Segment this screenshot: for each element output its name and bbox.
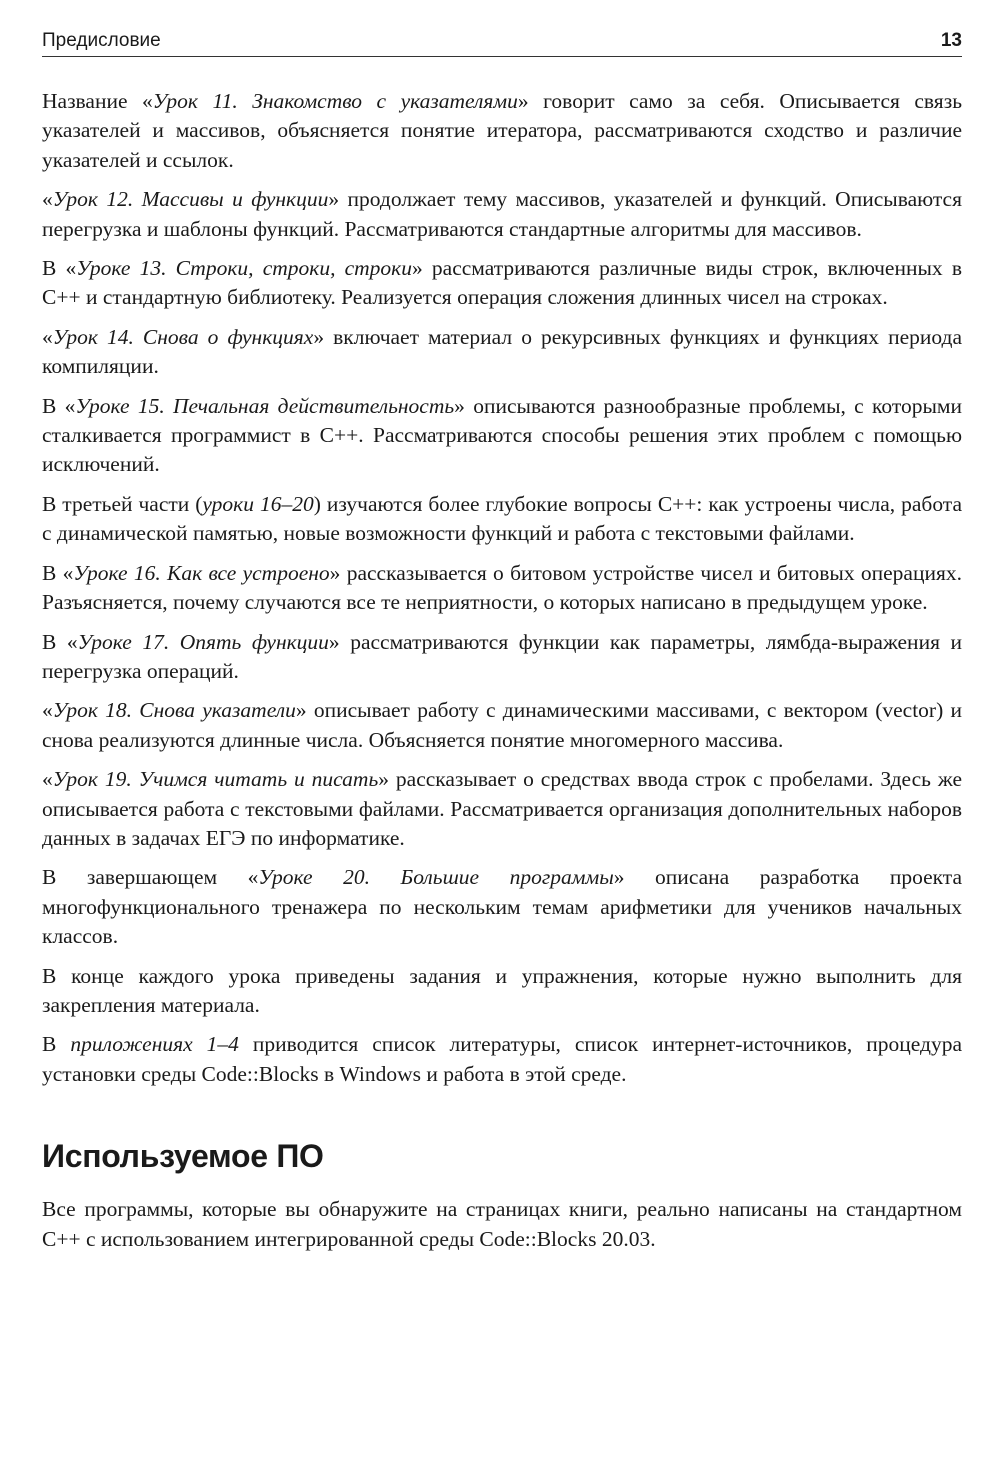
- lesson-title: Урок 18. Снова указатели: [52, 698, 296, 723]
- lesson-title: Урок 11. Знакомство с указателями: [152, 89, 518, 113]
- paragraph-lesson-19: «Урок 19. Учимся читать и писать» рассказывает о средствах ввода строк с пробелами. Здесь же описывается работа с текстовыми файлами. Рассматривается организация дополнительных наборов данных в задачах ЕГЭ по информатике.: [42, 767, 962, 850]
- section-heading: Используемое ПО: [42, 1138, 324, 1175]
- paragraph-lesson-17: В «Уроке 17. Опять функции» рассматриваются функции как параметры, лямбда-выражения и перегрузка операций.: [42, 629, 962, 683]
- paragraph-lesson-15: В «Уроке 15. Печальная действительность» описываются разнообразные проблемы, с которыми сталкивается программист в C++. Рассматриваются способы решения этих проблем с помощью исключений.: [42, 393, 962, 477]
- lesson-title: Урок 14. Снова о функциях: [52, 324, 314, 349]
- lesson-title: Уроке 17. Опять функции: [77, 629, 329, 654]
- paragraph-lesson-11: Название «Урок 11. Знакомство с указателями» говорит само за себя. Описывается связь указателей и массивов, объясняется понятие итератора, рассматриваются сходство и различие указателей и ссылок.: [42, 89, 962, 172]
- paragraph-lesson-20: В завершающем «Уроке 20. Большие программы» описана разработка проекта многофункционального тренажера по нескольким темам арифметики для учеников начальных классов.: [42, 865, 963, 949]
- page-number: 13: [940, 30, 962, 51]
- paragraph-lesson-14: «Урок 14. Снова о функциях» включает материал о рекурсивных функциях и функциях периода компиляции.: [42, 324, 962, 379]
- lesson-title: Урок 19. Учимся читать и писать: [52, 767, 379, 792]
- paragraph-part-three: В третьей части (уроки 16–20) изучаются более глубокие вопросы C++: как устроены числа, работа с динамической памятью, новые возможности функций и работа с текстовыми файлами.: [42, 491, 962, 546]
- chapter-title: Предисловие: [42, 30, 161, 51]
- paragraph-lesson-16: В «Уроке 16. Как все устроено» рассказывается о битовом устройстве чисел и битовых операциях. Разъясняется, почему случаются все те неприятности, о которых написано в предыдущем уроке.: [42, 560, 963, 615]
- lesson-title: Уроке 15. Печальная действительность: [75, 393, 455, 418]
- paragraph-lesson-12: «Урок 12. Массивы и функции» продолжает тему массивов, указателей и функций. Описываются перегрузка и шаблоны функций. Рассматриваются стандартные алгоритмы для массивов.: [42, 187, 962, 241]
- book-page: [42, 30, 962, 1264]
- appendix-range: приложениях 1–4: [70, 1032, 239, 1057]
- paragraph-exercises: В конце каждого урока приведены задания и упражнения, которые нужно выполнить для закрепления материала.: [42, 963, 962, 1017]
- lesson-title: Уроке 13. Строки, строки, строки: [76, 256, 412, 281]
- paragraph-lesson-18: «Урок 18. Снова указатели» описывает работу с динамическими массивами, с вектором (vector) и снова реализуются длинные числа. Объясняется понятие многомерного массива.: [42, 698, 963, 752]
- lesson-range: уроки 16–20: [202, 491, 314, 516]
- lesson-title: Урок 12. Массивы и функции: [52, 187, 329, 212]
- running-header: [42, 30, 962, 57]
- paragraph-appendices: В приложениях 1–4 приводится список литературы, список интернет-источников, процедура установки среды Code::Blocks в Windows и работа в этой среде.: [42, 1032, 962, 1086]
- paragraph-lesson-13: В «Уроке 13. Строки, строки, строки» рассматриваются различные виды строк, включенных в C++ и стандартную библиотеку. Реализуется операция сложения длинных чисел на строках.: [42, 256, 962, 310]
- paragraph-software: Все программы, которые вы обнаружите на страницах книги, реально написаны на стандартном C++ с использованием интегрированной среды Code::Blocks 20.03.: [42, 1197, 962, 1251]
- lesson-title: Уроке 20. Большие программы: [258, 865, 614, 890]
- body-text: [42, 87, 962, 1254]
- lesson-title: Уроке 16. Как все устроено: [73, 560, 330, 585]
